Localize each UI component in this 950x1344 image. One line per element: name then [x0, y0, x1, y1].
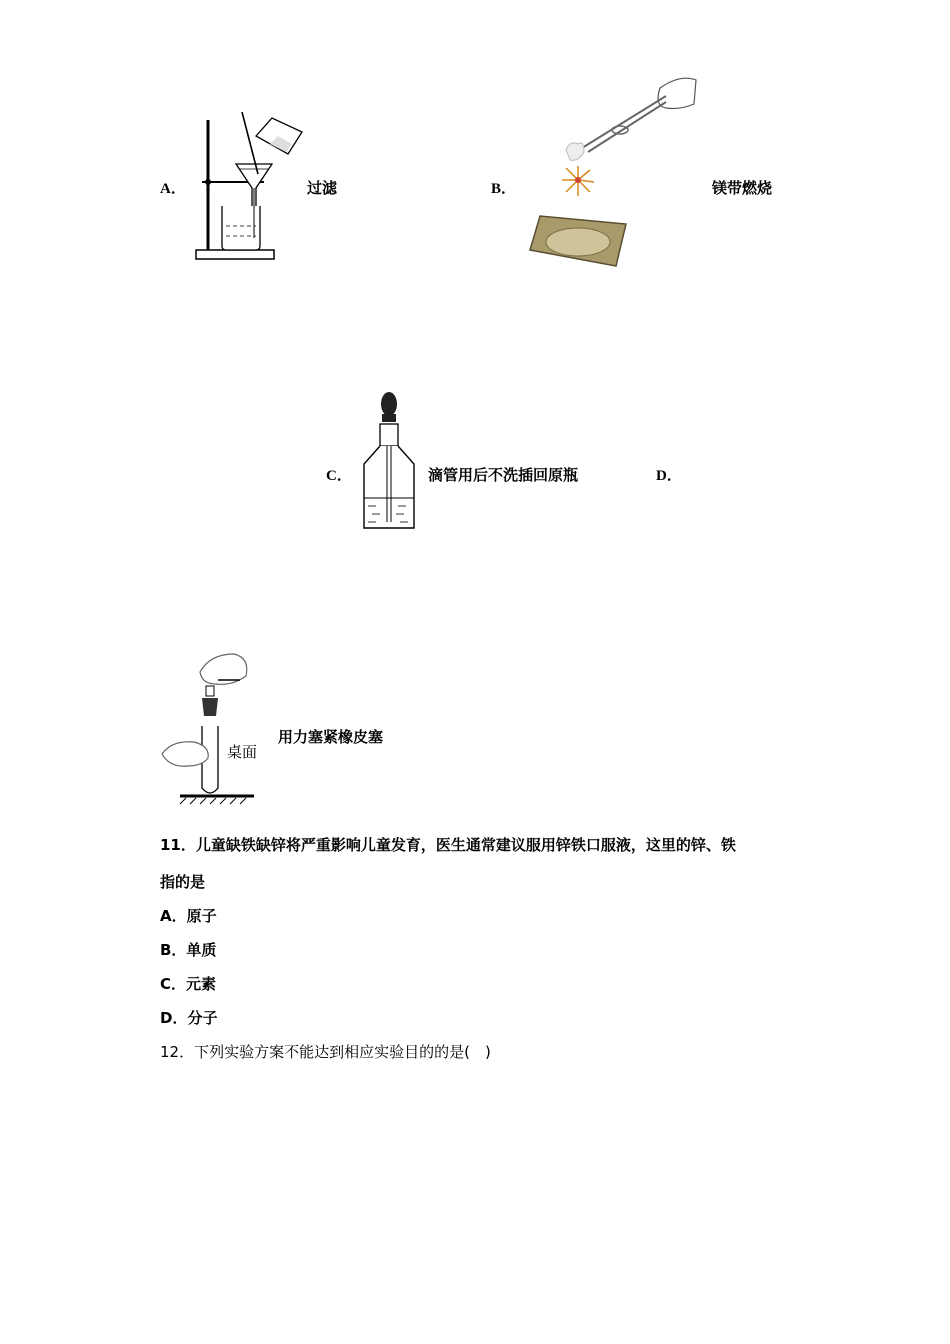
stopper-pressing-image [158, 650, 270, 805]
option-a-caption: 过滤 [307, 179, 338, 197]
q11-choice-d: D．分子 [160, 1009, 218, 1027]
dropper-bottle-image [358, 388, 420, 533]
filtration-apparatus-image [192, 108, 307, 266]
magnesium-burning-image [520, 70, 700, 270]
option-d-letter: D． [656, 468, 682, 484]
option-c-caption: 滴管用后不洗插回原瓶 [428, 466, 579, 484]
q11-choice-a: A．原子 [160, 907, 217, 925]
option-c-letter: C． [326, 468, 352, 484]
option-b-caption: 镁带燃烧 [712, 179, 773, 197]
q12-stem: 12．下列实验方案不能达到相应实验目的的是( ) [160, 1043, 491, 1061]
option-d-caption: 用力塞紧橡皮塞 [278, 728, 384, 746]
option-b-letter: B． [491, 181, 517, 197]
q11-choice-b: B．单质 [160, 941, 217, 959]
q11-choice-c: C．元素 [160, 975, 217, 993]
q11-stem-line1: 11．儿童缺铁缺锌将严重影响儿童发育，医生通常建议服用锌铁口服液，这里的锌、铁 [160, 836, 736, 854]
table-label: 桌面 [227, 743, 258, 761]
option-a-letter: A． [160, 181, 186, 197]
q11-stem-line2: 指的是 [160, 873, 206, 891]
